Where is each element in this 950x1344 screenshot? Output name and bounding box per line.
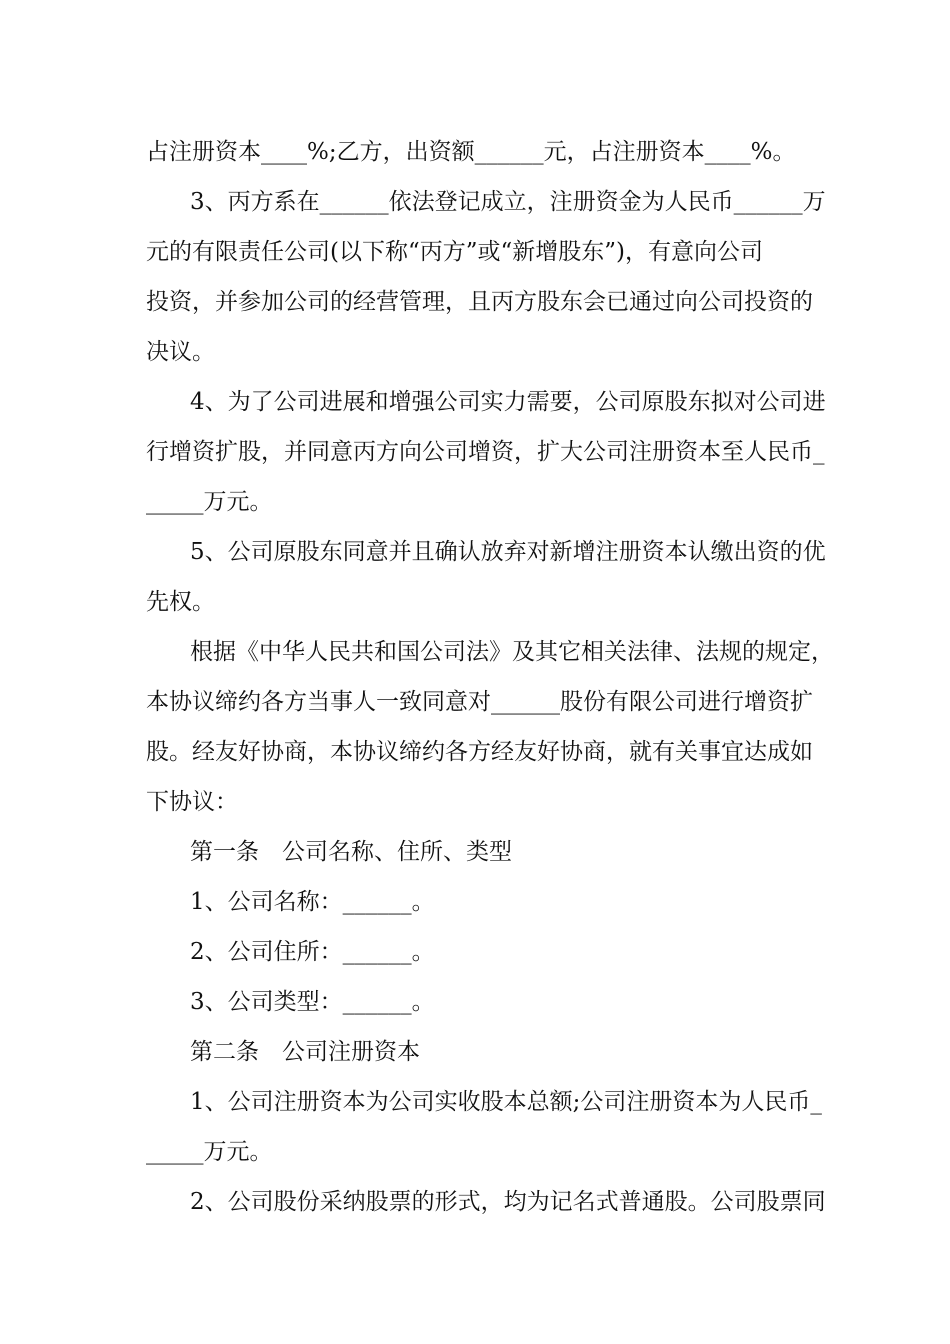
paragraph-line: 投资，并参加公司的经营管理，且丙方股东会已通过向公司投资的 bbox=[146, 289, 813, 315]
paragraph-line: 1、公司注册资本为公司实收股本总额;公司注册资本为人民币_ bbox=[190, 1089, 822, 1115]
paragraph-line: 元的有限责任公司(以下称“丙方”或“新增股东”)，有意向公司 bbox=[146, 239, 763, 265]
paragraph-line: 3、公司类型：______。 bbox=[190, 989, 435, 1015]
paragraph-line: 根据《中华人民共和国公司法》及其它相关法律、法规的规定， bbox=[190, 639, 834, 665]
section-heading: 第二条 公司注册资本 bbox=[190, 1039, 420, 1065]
paragraph-line: 5、公司原股东同意并且确认放弃对新增注册资本认缴出资的优 bbox=[190, 539, 826, 565]
paragraph-line: _____万元。 bbox=[146, 489, 273, 515]
paragraph-line: 3、丙方系在______依法登记成立，注册资金为人民币______万 bbox=[190, 189, 826, 215]
paragraph-line: 2、公司股份采纳股票的形式，均为记名式普通股。公司股票同 bbox=[190, 1189, 826, 1215]
section-heading: 第一条 公司名称、住所、类型 bbox=[190, 839, 512, 865]
paragraph-line: 2、公司住所：______。 bbox=[190, 939, 435, 965]
paragraph-line: 本协议缔约各方当事人一致同意对______股份有限公司进行增资扩 bbox=[146, 689, 813, 715]
paragraph-line: _____万元。 bbox=[146, 1139, 273, 1165]
paragraph-line: 先权。 bbox=[146, 589, 215, 615]
paragraph-line: 行增资扩股，并同意丙方向公司增资，扩大公司注册资本至人民币_ bbox=[146, 439, 825, 465]
paragraph-line: 占注册资本____%;乙方，出资额______元，占注册资本____%。 bbox=[146, 139, 796, 165]
paragraph-line: 1、公司名称：______。 bbox=[190, 889, 435, 915]
paragraph-line: 决议。 bbox=[146, 339, 215, 365]
paragraph-line: 股。经友好协商，本协议缔约各方经友好协商，就有关事宜达成如 bbox=[146, 739, 813, 765]
paragraph-line: 4、为了公司进展和增强公司实力需要，公司原股东拟对公司进 bbox=[190, 389, 826, 415]
paragraph-line: 下协议： bbox=[146, 789, 238, 815]
